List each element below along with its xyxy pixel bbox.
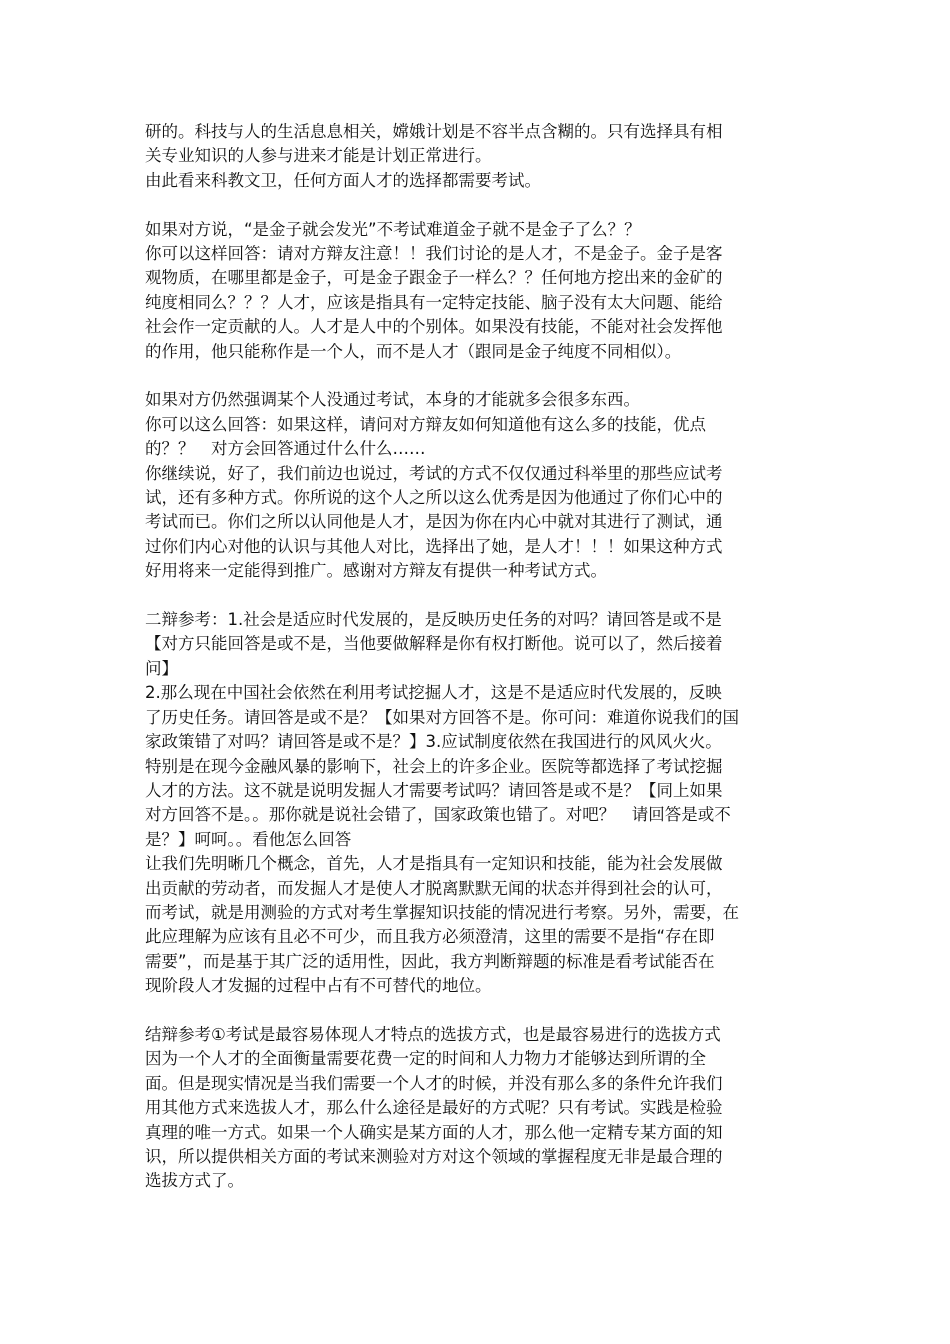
text-line: 用其他方式来选拔人才，那么什么途径是最好的方式呢？只有考试。实践是检验 [145, 1098, 723, 1118]
paragraph-1 [145, 120, 813, 193]
text-line: 家政策错了对吗？请回答是或不是？】3.应试制度依然在我国进行的风风火火。 [145, 732, 722, 752]
text-line: 二辩参考：1.社会是适应时代发展的，是反映历史任务的对吗？请回答是或不是 [145, 610, 722, 630]
text-line: 因为一个人才的全面衡量需要花费一定的时间和人力物力才能够达到所谓的全 [145, 1049, 706, 1069]
text-line: 问】 [145, 658, 178, 678]
text-line: 的作用，他只能称作是一个人，而不是人才（跟同是金子纯度不同相似）。 [145, 341, 682, 361]
text-line: 而考试，就是用测验的方式对考生掌握知识技能的情况进行考察。另外，需要，在 [145, 902, 739, 922]
paragraph-spacer [145, 193, 813, 217]
paragraph-3 [145, 388, 813, 583]
text-line: 特别是在现今金融风暴的影响下，社会上的许多企业。医院等都选择了考试挖掘 [145, 756, 723, 776]
text-line: 的？？ 对方会回答通过什么什么…… [145, 439, 426, 459]
paragraph-5 [145, 1023, 813, 1194]
text-line: 你继续说，好了，我们前边也说过，考试的方式不仅仅通过科举里的那些应试考 [145, 463, 723, 483]
text-line: 结辩参考①考试是最容易体现人才特点的选拔方式，也是最容易进行的选拔方式 [145, 1024, 721, 1044]
text-line: 2.那么现在中国社会依然在利用考试挖掘人才，这是不是适应时代发展的，反映 [145, 683, 722, 703]
text-line: 观物质，在哪里都是金子，可是金子跟金子一样么？？任何地方挖出来的金矿的 [145, 268, 723, 288]
text-line: 关专业知识的人参与进来才能是计划正常进行。 [145, 146, 492, 166]
text-line: 人才的方法。这不就是说明发掘人才需要考试吗？请回答是或不是？【同上如果 [145, 780, 723, 800]
text-line: 是？】呵呵。。看他怎么回答 [145, 829, 352, 849]
text-line: 了历史任务。请回答是或不是？【如果对方回答不是。你可问：难道你说我们的国 [145, 707, 739, 727]
paragraph-spacer [145, 584, 813, 608]
text-line: 考试而已。你们之所以认同他是人才，是因为你在内心中就对其进行了测试，通 [145, 512, 723, 532]
text-line: 好用将来一定能得到推广。感谢对方辩友有提供一种考试方式。 [145, 561, 607, 581]
text-line: 选拔方式了。 [145, 1171, 244, 1191]
text-line: 现阶段人才发掘的过程中占有不可替代的地位。 [145, 976, 492, 996]
text-line: 此应理解为应该有且必不可少，而且我方必须澄清，这里的需要不是指“存在即 [145, 927, 715, 947]
text-line: 面。但是现实情况是当我们需要一个人才的时候，并没有那么多的条件允许我们 [145, 1073, 723, 1093]
text-line: 出贡献的劳动者，而发掘人才是使人才脱离默默无闻的状态并得到社会的认可， [145, 878, 723, 898]
text-line: 识，所以提供相关方面的考试来测验对方对这个领域的掌握程度无非是最合理的 [145, 1147, 723, 1166]
text-line: 【对方只能回答是或不是，当他要做解释是你有权打断他。说可以了，然后接着 [145, 634, 723, 654]
paragraph-4 [145, 608, 813, 999]
text-line: 对方回答不是。。那你就是说社会错了，国家政策也错了。对吧？ 请回答是或不 [145, 805, 731, 825]
text-line: 试，还有多种方式。你所说的这个人之所以这么优秀是因为他通过了你们心中的 [145, 488, 723, 508]
text-line: 让我们先明晰几个概念，首先，人才是指具有一定知识和技能，能为社会发展做 [145, 854, 723, 874]
text-line: 社会作一定贡献的人。人才是人中的个别体。如果没有技能，不能对社会发挥他 [145, 317, 723, 337]
paragraph-2 [145, 218, 813, 364]
text-line: 纯度相同么？？？人才，应该是指具有一定特定技能、脑子没有太大问题、能给 [145, 292, 723, 312]
text-line: 研的。科技与人的生活息息相关，嫦娥计划是不容半点含糊的。只有选择具有相 [145, 122, 723, 141]
paragraph-spacer [145, 999, 813, 1023]
text-line: 你可以这样回答：请对方辩友注意！！我们讨论的是人才，不是金子。金子是客 [145, 244, 723, 264]
text-line: 如果对方说，“是金子就会发光”不考试难道金子就不是金子了么？？ [145, 219, 641, 239]
text-line: 真理的唯一方式。如果一个人确实是某方面的人才，那么他一定精专某方面的知 [145, 1122, 723, 1142]
text-line: 由此看来科教文卫，任何方面人才的选择都需要考试。 [145, 170, 541, 190]
text-line: 过你们内心对他的认识与其他人对比，选择出了她，是人才！！！如果这种方式 [145, 536, 723, 556]
text-line: 需要”，而是基于其广泛的适用性，因此，我方判断辩题的标准是看考试能否在 [145, 951, 715, 971]
document-page [145, 120, 813, 1194]
paragraph-spacer [145, 364, 813, 388]
text-line: 你可以这么回答：如果这样，请问对方辩友如何知道他有这么多的技能，优点 [145, 414, 706, 434]
text-line: 如果对方仍然强调某个人没通过考试，本身的才能就多会很多东西。 [145, 390, 640, 410]
